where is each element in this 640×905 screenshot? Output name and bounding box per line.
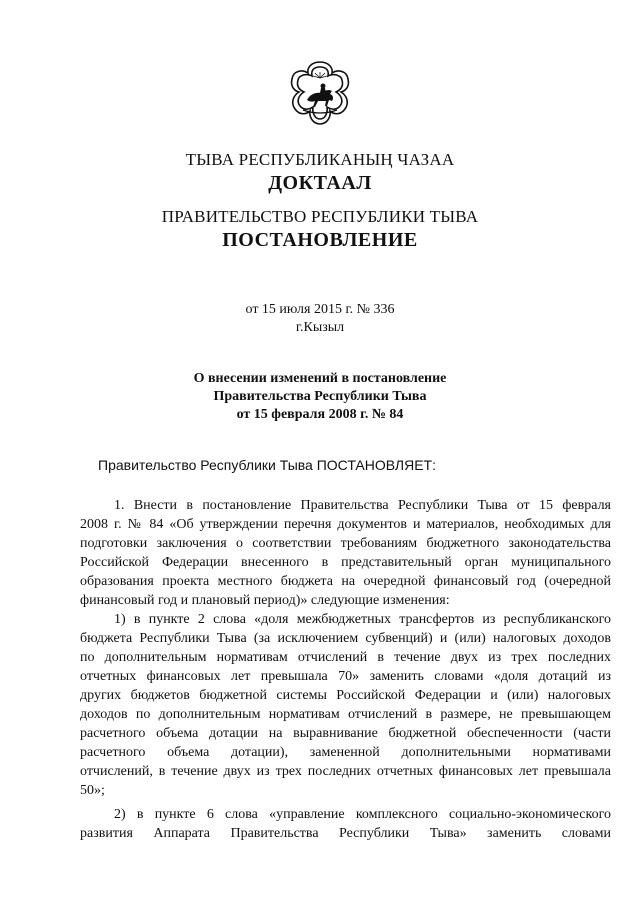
body-line: Российской Федерации внесенного в представительный орган муниципального: [80, 555, 611, 570]
body-line: финансовый год и плановый период)» следующие изменения:: [80, 593, 450, 608]
body-line: расчетного объема дотации на выравнивание бюджетной обеспеченности (части: [80, 726, 611, 741]
body-line: развития Аппарата Правительства Республики Тыва» заменить словами: [80, 826, 611, 841]
preamble: Правительство Республики Тыва ПОСТАНОВЛЯЕТ:: [98, 457, 436, 473]
header-title-tuvan: ТЫВА РЕСПУБЛИКАНЫҢ ЧАЗАА: [185, 150, 455, 169]
body-line: расчетного объема дотации), замененной дополнительными нормативами: [80, 745, 611, 760]
subject-line: от 15 февраля 2008 г. № 84: [236, 407, 404, 422]
body-line: 2) в пункте 6 слова «управление комплексного социально-экономического: [114, 807, 611, 822]
body-line: 2008 г. № 84 «Об утверждении перечня документов и материалов, необходимых для: [80, 517, 611, 532]
body-line: 1. Внести в постановление Правительства Республики Тыва от 15 февраля: [114, 498, 611, 513]
body-line: бюджета Республики Тыва (за исключением субвенций) и (или) налоговых доходов: [80, 631, 611, 646]
coat-of-arms-icon: [285, 58, 355, 128]
body-line: других бюджетов бюджетной системы Российской Федерации и (или) налоговых: [80, 688, 611, 703]
header-doc-type-russian: ПОСТАНОВЛЕНИЕ: [222, 229, 418, 251]
body-line: 50»;: [80, 783, 105, 798]
body-line: отчислений, в течение двух из трех последних отчетных финансовых лет превышала: [80, 764, 611, 779]
city: г.Кызыл: [295, 320, 345, 335]
document-subject: [0, 370, 640, 424]
subject-line: О внесении изменений в постановление: [193, 371, 447, 386]
header-title-russian: ПРАВИТЕЛЬСТВО РЕСПУБЛИКИ ТЫВА: [161, 207, 479, 226]
body-line: отчетных финансовых лет превышала 70» заменить словами «доля дотаций из: [80, 669, 611, 684]
body-line: подготовки заключения о соответствии требованиям бюджетного законодательства: [80, 536, 611, 551]
body-line: 1) в пункте 2 слова «доля межбюджетных трансфертов из республиканского: [114, 612, 611, 627]
body-line: по дополнительным нормативам отчислений в течение двух из трех последних: [80, 650, 611, 665]
header-doc-type-tuvan: ДОКТААЛ: [268, 172, 372, 194]
subject-line: Правительства Республики Тыва: [213, 389, 427, 404]
body-line: образования проекта местного бюджета на очередной финансовый год (очередной: [80, 574, 611, 589]
date-number: от 15 июля 2015 г. № 336: [245, 302, 395, 317]
body-line: доходов по дополнительным нормативам отчислений в размере, не превышающем: [80, 707, 611, 722]
